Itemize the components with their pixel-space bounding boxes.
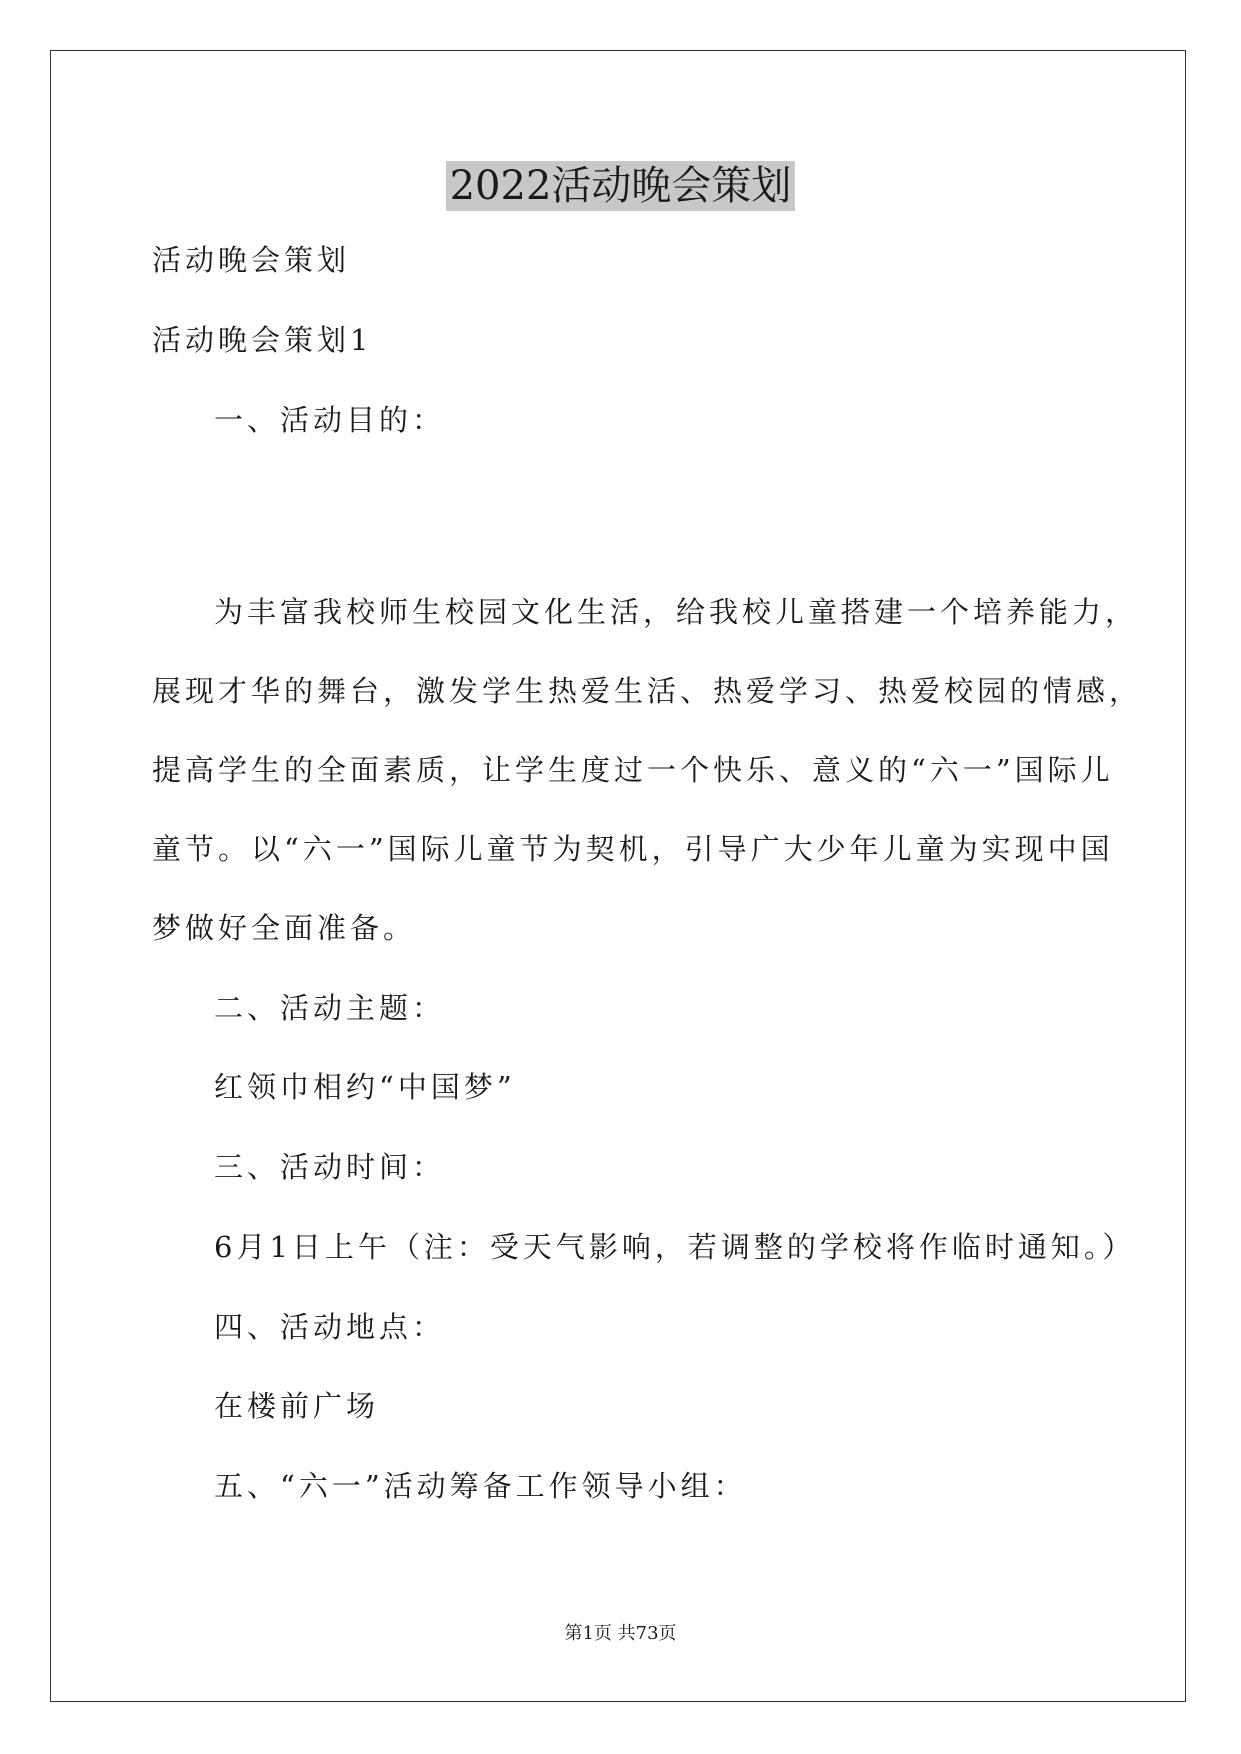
- text-line: 活动晚会策划: [152, 243, 351, 277]
- text-line: 在楼前广场: [214, 1389, 380, 1423]
- document-title: 2022活动晚会策划: [0, 158, 1241, 214]
- section-heading: 一、活动目的：: [214, 403, 446, 437]
- paragraph-line: 梦做好全面准备。: [152, 911, 417, 945]
- paragraph-line: 为丰富我校师生校园文化生活，给我校儿童搭建一个培养能力，: [214, 595, 1139, 629]
- paragraph-line: 提高学生的全面素质，让学生度过一个快乐、意义的“六一”国际儿: [152, 753, 1114, 787]
- paragraph-line: 展现才华的舞台，激发学生热爱生活、热爱学习、热爱校园的情感，: [152, 674, 1143, 708]
- page-footer: 第1页 共73页: [564, 1623, 677, 1644]
- section-heading: 二、活动主题：: [214, 991, 446, 1025]
- paragraph-line: 童节。以“六一”国际儿童节为契机，引导广大少年儿童为实现中国: [152, 832, 1114, 866]
- section-heading: 四、活动地点：: [214, 1310, 446, 1344]
- section-heading: 五、“六一”活动筹备工作领导小组：: [214, 1469, 747, 1503]
- text-line: 活动晚会策划1: [152, 323, 373, 357]
- page-border: [50, 50, 1186, 1702]
- text-line: 6月1日上午（注：受天气影响，若调整的学校将作临时通知。）: [214, 1230, 1136, 1264]
- section-heading: 三、活动时间：: [214, 1150, 446, 1184]
- text-line: 红领巾相约“中国梦”: [214, 1070, 516, 1104]
